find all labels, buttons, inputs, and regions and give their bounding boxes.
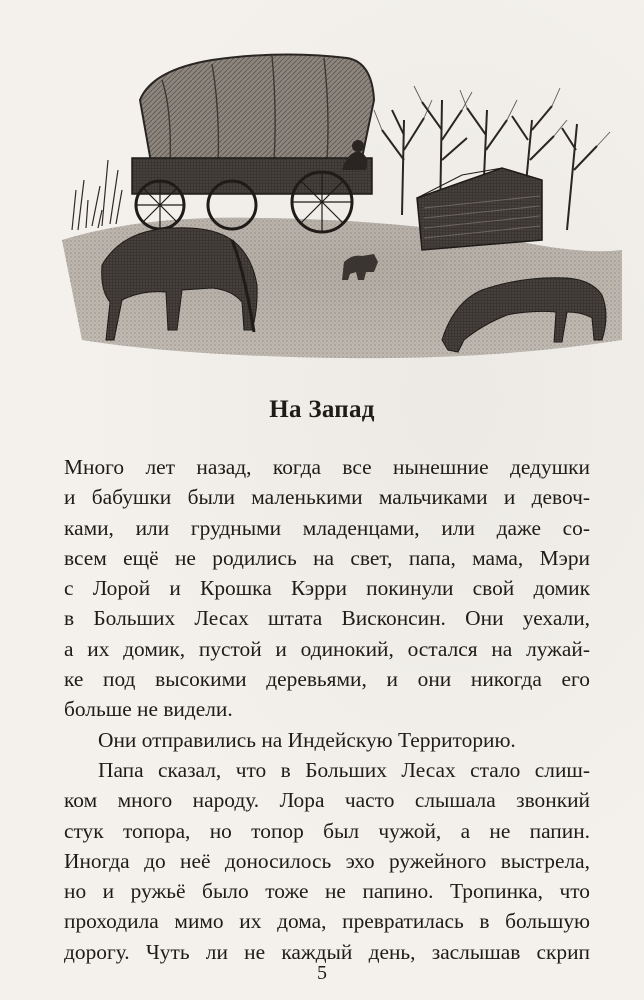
page-number: 5 <box>317 962 327 984</box>
text-line: Папа сказал, что в Больших Лесах стало слиш- <box>98 757 590 782</box>
text-line: проходила мимо их дома, превратилась в большую <box>64 909 590 934</box>
paragraph <box>64 452 590 725</box>
paragraph <box>64 755 590 967</box>
chapter-body <box>64 452 590 967</box>
text-line: ками, или грудными младенцами, или даже со- <box>64 515 590 540</box>
text-line: а их домик, пустой и одинокий, остался на лужай- <box>64 636 590 661</box>
text-line: Иногда до неё доносилось эхо ружейного выстрела, <box>64 848 590 873</box>
covered-wagon-and-horses-illustration <box>62 40 622 370</box>
paragraph <box>64 725 590 755</box>
text-line: в Больших Лесах штата Висконсин. Они уехали, <box>64 606 590 631</box>
text-line: Много лет назад, когда все нынешние дедушки <box>64 455 590 479</box>
text-line: больше не видели. <box>64 697 233 722</box>
text-line: но и ружьё было тоже не папино. Тропинка, что <box>64 879 590 904</box>
chapter-title: На Запад <box>269 396 375 423</box>
text-line: ке под высокими деревьями, и они никогда его <box>64 667 590 692</box>
text-line: дорогу. Чуть ли не каждый день, заслышав скрип <box>64 939 590 964</box>
text-line: всем ещё не родились на свет, папа, мама, Мэри <box>64 545 590 570</box>
text-line: Они отправились на Индейскую Территорию. <box>98 727 516 752</box>
text-line: и бабушки были маленькими мальчиками и девоч- <box>64 485 590 510</box>
text-line: с Лорой и Крошка Кэрри покинули свой домик <box>64 576 590 601</box>
text-line: стук топора, но топор был чужой, а не папин. <box>64 818 590 843</box>
text-line: ком много народу. Лора часто слышала звонкий <box>64 788 590 813</box>
